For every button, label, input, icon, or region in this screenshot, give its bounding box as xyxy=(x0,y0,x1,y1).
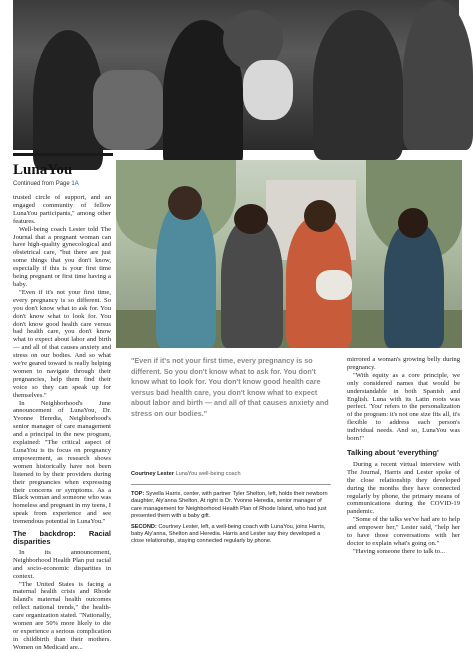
paragraph: "With equity as a core principle, we only considered names that would be understandable in both Spanish and English. Luna with its Latin roots was perfect. 'You' refers to the personalization of the program: it's not one size fits all, it's flexible to address each person's individual needs. And so, LunaYou was born!" xyxy=(347,371,460,443)
subheading: Talking about 'everything' xyxy=(347,447,439,457)
main-photo xyxy=(116,160,462,348)
pull-quote-attribution xyxy=(131,471,331,477)
photo-figure xyxy=(243,60,293,120)
caption-label: TOP: xyxy=(131,491,145,497)
continued-page-link[interactable]: 1A xyxy=(71,181,79,187)
subheading: The backdrop: Racial disparities xyxy=(13,529,111,546)
caption-top xyxy=(131,491,331,521)
photo-baby xyxy=(316,270,352,300)
photo-figure xyxy=(313,10,403,160)
paragraph: In Neighborhood's June announcement of LunaYou, Dr. Yvonne Heredia, Neighborhood's senior manager of care management and a principal in the new program, explained: "The critical aspect of LunaYou is its focus on pregnancy empowerment, as research shows women historically have not been listened to by their providers during their pregnancies when expressing their concerns or symptoms. As a Black woman and someone who was homeless and pregnant in my teens, I speak from experience and see tremendous potential in LunaYou." xyxy=(13,399,111,526)
photo-figure xyxy=(93,70,163,150)
paragraph: In its announcement, Neighborhood Health Plan put racial and socio-economic disparities in context. xyxy=(13,548,111,580)
paragraph: Well-being coach Lester told The Journal that a pregnant woman can have high-quality gynecological and obstetrical care, "but there are just some things that you don't know, especially if this is your first time being pregnant or first time having a baby. xyxy=(13,225,111,288)
photo-person xyxy=(156,200,216,348)
photo-person-head xyxy=(234,204,268,234)
photo-person-head xyxy=(168,186,202,220)
top-photo xyxy=(13,0,459,150)
photo-figure xyxy=(403,0,473,150)
section-rule xyxy=(13,153,113,156)
quote-name: Courtney Lester xyxy=(131,471,174,477)
paragraph: "Having someone there to talk to... xyxy=(353,547,446,555)
photo-person-head xyxy=(398,208,428,238)
caption-text: Syvella Harris, center, with partner Tyler Shelton, left, holds their newborn daughter, Aly'anna Shelton. At right is Dr. Yvonne Heredia, senior manager of care management for Neighborhood Health Plan of Rhode Island, who had just presented them with a baby gift. xyxy=(131,491,328,520)
caption-second xyxy=(131,524,331,546)
column-right xyxy=(347,356,460,556)
paragraph: "The United States is facing a maternal health crisis and Rhode Island's maternal health outcomes reflect national trends," the health-care organization stated. "Nationally, women are 50% more likely to die or experience a serious complication in childbirth than their mothers. Women on Medicaid are... xyxy=(13,580,111,651)
photo-person-head xyxy=(304,200,336,232)
paragraph: During a recent virtual interview with The Journal, Harris and Lester spoke of the close relationship they developed during the months they have connected regularly by phone, the primary means of communications during the COVID-19 pandemic. xyxy=(347,460,460,516)
caption-rule xyxy=(131,484,331,485)
paragraph: trusted circle of support, and an engaged community of fellow LunaYou participants," among other features. xyxy=(13,194,111,225)
photo-caption xyxy=(131,491,331,549)
caption-label: SECOND: xyxy=(131,523,157,530)
quote-title: LunaYou well-being coach xyxy=(175,471,241,477)
article-heading: LunaYou xyxy=(13,162,73,178)
paragraph: mirrored a woman's growing belly during pregnancy. xyxy=(347,356,460,371)
paragraph: "Even if it's not your first time, every pregnancy is so different. So you don't know what to ask for. You don't know what to look for. You don't know good health care versus bad health care, you don't know what to expect about labor and birth — and all of that causes anxiety and stress on our bodies. And so what we're geared toward is really helping women to navigate through their pregnancies, help them find their voice so they can speak up for themselves." xyxy=(13,288,111,399)
caption-text: Courtney Lester, left, a well-being coach with LunaYou, joins Harris, baby Aly'anna, Shelton and Heredia. Harris and Lester say they developed a close relationship, staying connected regularly by phone. xyxy=(131,523,326,545)
column-left xyxy=(13,194,111,652)
continued-prefix: Continued from Page xyxy=(13,181,72,187)
photo-person xyxy=(221,218,283,348)
pull-quote: "Even if it's not your first time, every pregnancy is so different. So you don't know what to ask for. You don't know what to look for. You don't know good health care versus bad health care, you don't know what to expect about labor and birth — and all of that causes anxiety and stress on our bodies." xyxy=(131,356,329,418)
photo-person xyxy=(384,222,444,348)
paragraph: "Some of the talks we've had are to help and empower her," Lester said, "help her to have those conversations with her doctor to explain what's going on." xyxy=(347,516,460,547)
continued-line xyxy=(13,181,79,187)
